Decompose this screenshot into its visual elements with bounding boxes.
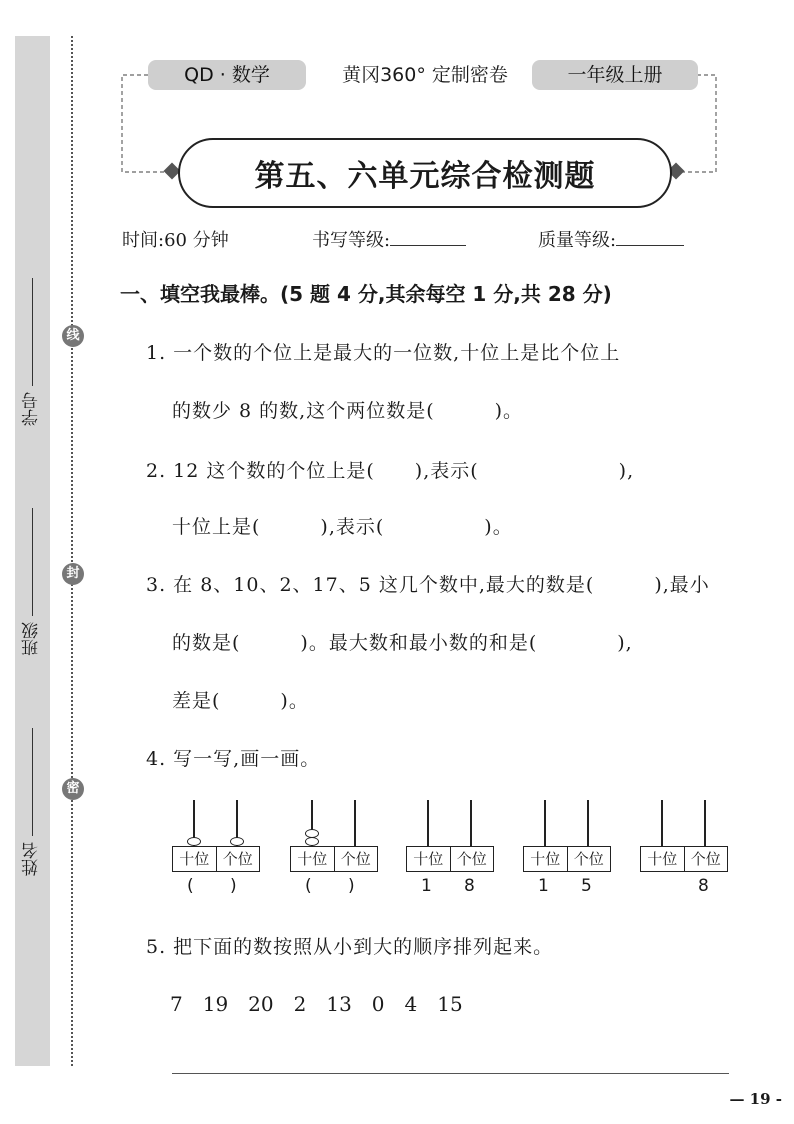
ones-rod [704, 800, 706, 846]
tens-bead [305, 829, 319, 838]
class-label: 班级 [22, 622, 42, 656]
tens-value: ( [187, 876, 194, 896]
time-info: 时间:60 分钟 [122, 230, 229, 251]
q2-line2: 十位上是( ),表示( )。 [172, 516, 513, 538]
section-title: 一、填空我最棒。(5 题 4 分,其余每空 1 分,共 28 分) [120, 282, 612, 306]
q5-numbers: 7 19 20 2 13 0 4 15 [170, 992, 463, 1016]
abacus [290, 800, 378, 900]
place-value-box [290, 846, 378, 872]
place-value-box [172, 846, 260, 872]
quality-grade-blank [616, 227, 684, 246]
ones-rod [470, 800, 472, 846]
class-underline [32, 508, 34, 616]
seal-seal-mark: 封 [62, 563, 84, 585]
tens-bead [305, 837, 319, 846]
quality-grade [538, 226, 684, 252]
ones-value: ) [348, 876, 355, 896]
q4-title: 4. 写一写,画一画。 [146, 748, 321, 770]
ones-label: 个位 [216, 847, 260, 871]
q3-line3: 差是( )。 [172, 690, 309, 712]
tens-label: 十位 [530, 850, 561, 868]
place-value-box [406, 846, 494, 872]
grade-badge: 一年级上册 [532, 60, 698, 90]
page-title [178, 138, 672, 208]
ones-value: 8 [464, 876, 475, 896]
writing-grade-blank [390, 227, 466, 246]
tens-label: 十位 [297, 850, 328, 868]
q1-line1: 1. 一个数的个位上是最大的一位数,十位上是比个位上 [146, 342, 621, 364]
tens-value: 1 [421, 876, 432, 896]
ones-value: 5 [581, 876, 592, 896]
cut-line [71, 36, 73, 1066]
tens-label: 十位 [413, 850, 444, 868]
subject-badge: QD · 数学 [148, 60, 306, 90]
ones-rod [354, 800, 356, 846]
writing-grade-label: 书写等级: [312, 230, 391, 251]
abacus [172, 800, 260, 900]
ones-bead [230, 837, 244, 846]
seal-line-mark: 线 [62, 325, 84, 347]
ones-value: 8 [698, 876, 709, 896]
name-field [15, 716, 50, 876]
abacus [523, 800, 611, 900]
footer-rule [172, 1073, 729, 1074]
tens-value: ( [305, 876, 312, 896]
q1-line2: 的数少 8 的数,这个两位数是( )。 [172, 400, 524, 422]
binding-strip [15, 36, 50, 1066]
quality-grade-label: 质量等级: [538, 230, 617, 251]
ones-rod [587, 800, 589, 846]
page-number: — 19 - [729, 1090, 782, 1108]
tens-bead [187, 837, 201, 846]
tens-label: 十位 [647, 850, 678, 868]
name-underline [32, 728, 34, 836]
tens-rod [544, 800, 546, 846]
place-value-box [523, 846, 611, 872]
ones-value: ) [230, 876, 237, 896]
ones-label: 个位 [567, 847, 611, 871]
class-field [15, 496, 50, 656]
name-label: 姓名 [22, 842, 42, 876]
page-title-text: 第五、六单元综合检测题 [254, 159, 596, 194]
student-id-label: 学号 [22, 392, 42, 426]
series-name: 黄冈360° 定制密卷 [342, 64, 508, 86]
tens-rod [661, 800, 663, 846]
q3-line2: 的数是( )。最大数和最小数的和是( ), [172, 632, 633, 654]
student-id-underline [32, 278, 34, 386]
q5-title: 5. 把下面的数按照从小到大的顺序排列起来。 [146, 936, 554, 958]
student-id-field [15, 266, 50, 426]
abacus [406, 800, 494, 900]
abacus [640, 800, 728, 900]
tens-rod [427, 800, 429, 846]
ones-label: 个位 [684, 847, 728, 871]
q3-line1: 3. 在 8、10、2、17、5 这几个数中,最大的数是( ),最小 [146, 574, 710, 596]
q2-line1: 2. 12 这个数的个位上是( ),表示( ), [146, 460, 635, 482]
writing-grade [312, 226, 466, 252]
tens-label: 十位 [179, 850, 210, 868]
seal-dense-mark: 密 [62, 778, 84, 800]
ones-label: 个位 [334, 847, 378, 871]
tens-value: 1 [538, 876, 549, 896]
place-value-box [640, 846, 728, 872]
ones-label: 个位 [450, 847, 494, 871]
